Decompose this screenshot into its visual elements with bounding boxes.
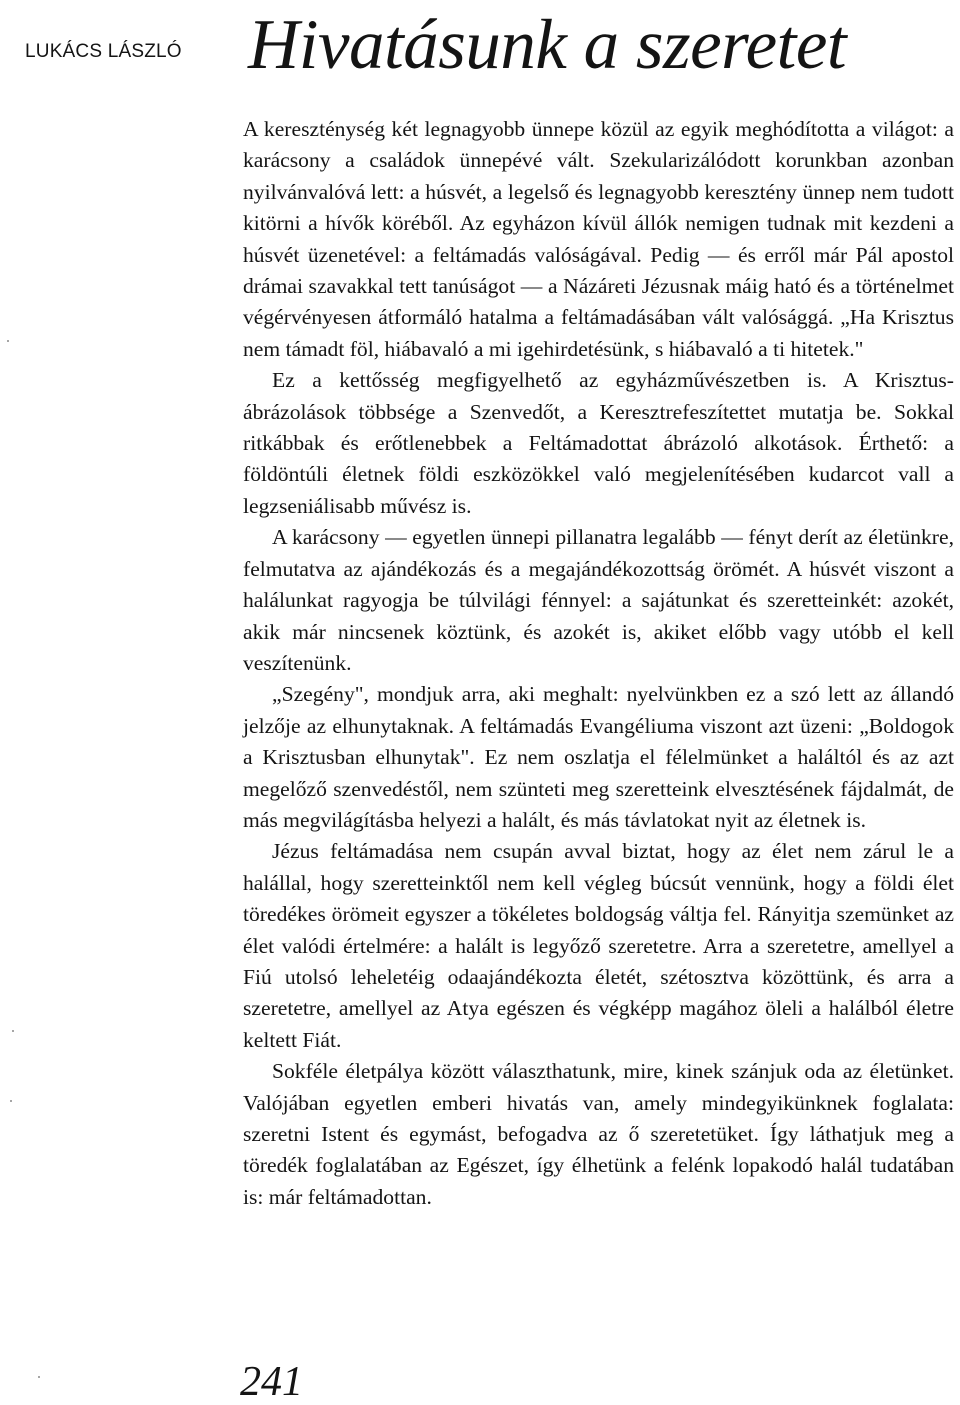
scan-speck	[7, 340, 9, 342]
scan-speck	[12, 1030, 14, 1032]
author-name: LUKÁCS LÁSZLÓ	[25, 41, 182, 62]
page-number: 241	[240, 1359, 303, 1405]
scan-speck	[10, 1100, 12, 1102]
article-body	[243, 114, 954, 1213]
scan-speck	[38, 1376, 40, 1378]
paragraph-6: Sokféle életpálya között választhatunk, mire, kinek szánjuk oda az életünket. Valójában egyetlen emberi hivatás van, amely mindegyikünknek foglalata: szeretni Istent és egymást, befogadva az ő szeretetüket. Így láthatjuk meg a töredék foglalatában az Egészet, így élhetünk a felénk lopakodó halál tudatában is: már feltámadottan.	[243, 1059, 954, 1209]
paragraph-5: Jézus feltámadása nem csupán avval biztat, hogy az élet nem zárul le a halállal, hogy szeretteinktől nem kell végleg búcsút vennünk, hogy a földi élet töredékes örömeit egyszer a tökéletes boldogság váltja fel. Rányitja szemünket az élet valódi értelmére: a halált is legyőző szeretetre. Arra a szeretetre, amellyel a Fiú utolsó leheletéig odaajándékozta életét, szétosztva közöttünk, és arra a szeretetre, amellyel az Atya egészen és végképp magához öleli a halálból életre keltett Fiát.	[243, 839, 954, 1052]
article-title: Hivatásunk a szeretet	[248, 6, 847, 84]
paragraph-1: A kereszténység két legnagyobb ünnepe közül az egyik meghódította a világot: a karácsony a családok ünnepévé vált. Szekularizálódott korunkban azonban nyilvánvalóvá lett: a húsvét, a legelső és legnagyobb keresztény ünnep nem tudott kitörni a hívők köréből. Az egyházon kívül állók nemigen tudnak mit kezdeni a húsvét üzenetével: a feltámadás valóságával. Pedig — és erről már Pál apostol drámai szavakkal tett tanúságot — a Názáreti Jézusnak máig ható és a történelmet végérvényesen átformáló hatalma a feltámadásában vált valósággá. „Ha Krisztus nem támadt föl, hiábavaló a mi igehirdetésünk, s hiábavaló a ti hitetek."	[243, 117, 954, 361]
paragraph-2: Ez a kettősség megfigyelhető az egyházművészetben is. A Krisztus-ábrázolások többsége a Szenvedőt, a Keresztrefeszítettet mutatja be. Sokkal ritkábbak és erőtlenebbek a Feltámadottat ábrázoló alkotások. Érthető: a földöntúli életnek földi eszközökkel való megjelenítésében kudarcot vall a legzseniálisabb művész is.	[243, 368, 954, 518]
paragraph-3: A karácsony — egyetlen ünnepi pillanatra legalább — fényt derít az életünkre, felmutatva az ajándékozás és a megajándékozottság örömét. A húsvét viszont a halálunkat ragyogja be túlvilági fénnyel: a sajátunkat és szeretteinkét: azokét, akik már nincsenek köztünk, és azokét is, akiket előbb vagy utóbb el kell veszítenünk.	[243, 525, 954, 675]
paragraph-4: „Szegény", mondjuk arra, aki meghalt: nyelvünkben ez a szó lett az állandó jelzője az elhunytaknak. A feltámadás Evangéliuma viszont azt üzeni: „Boldogok a Krisztusban elhunytak". Ez nem oszlatja el félelmünket a haláltól és az azt megelőző szenvedéstől, nem szünteti meg szeretteink elvesztésének fájdalmát, de más megvilágításba helyezi a halált, és más távlatokat nyit az életnek is.	[243, 682, 954, 832]
